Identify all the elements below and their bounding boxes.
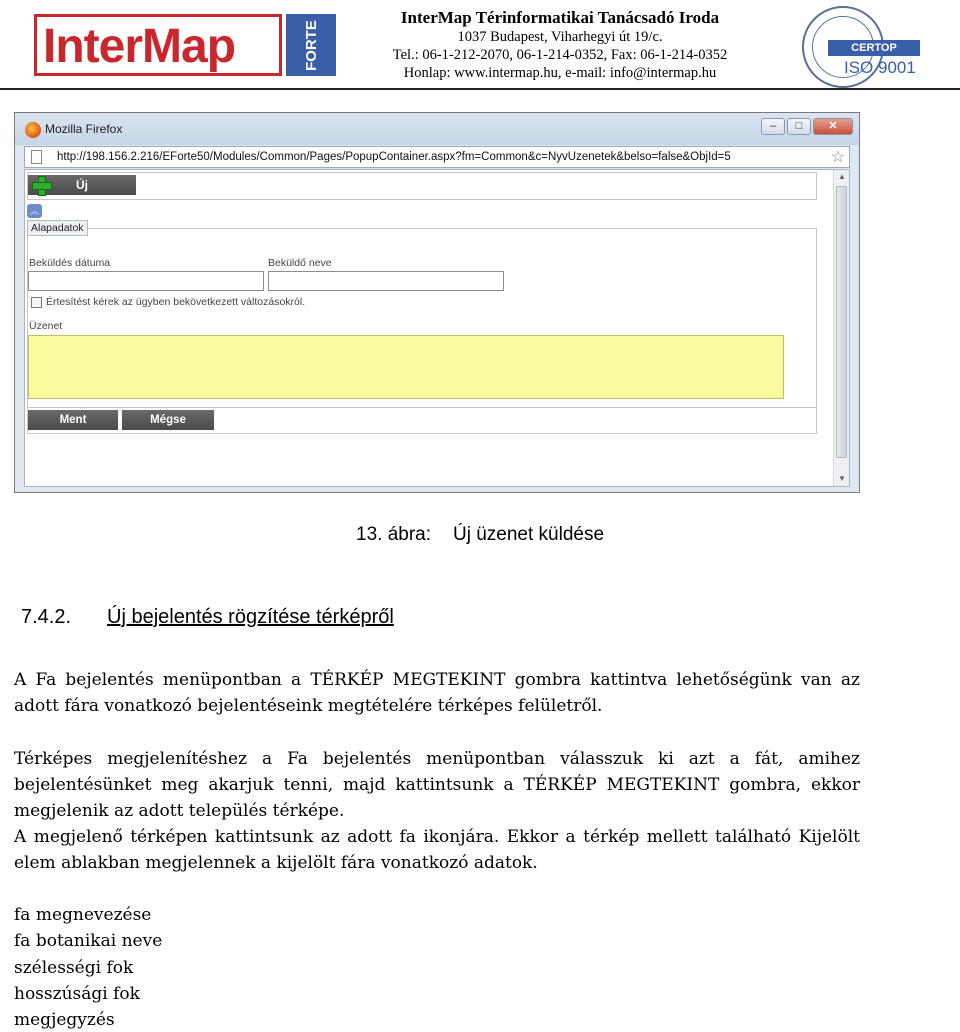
- cert-label: CERTOP: [828, 40, 920, 56]
- intermap-logo: [34, 14, 320, 76]
- send-date-input[interactable]: [28, 271, 264, 291]
- data-fields-list: [14, 902, 162, 1032]
- window-controls: [761, 118, 853, 135]
- form-actions: [27, 404, 817, 434]
- paragraph: A Fa bejelentés menüpontban a TÉRKÉP MEGTEKINT gombra kattintva lehetőségünk van az adott fára vonatkozó bejelentéseink megtételére térképes felületről.: [14, 670, 860, 716]
- logo-box: [34, 14, 282, 76]
- firefox-icon: [25, 122, 41, 138]
- url-text: http://198.156.2.216/EForte50/Modules/Common/Pages/PopupContainer.aspx?fm=Common&c=NyvUzenetek&belso=false&ObjId=5: [57, 151, 731, 163]
- form-panel: [27, 228, 817, 408]
- scroll-down-icon[interactable]: ▼: [838, 474, 846, 483]
- list-item: megjegyzés: [14, 1010, 115, 1031]
- section-title: Új bejelentés rögzítése térképről: [107, 606, 394, 628]
- cancel-button[interactable]: Mégse: [122, 410, 214, 430]
- cert-iso: ISO 9001: [844, 58, 916, 77]
- header-divider: [0, 88, 960, 90]
- paragraph: A megjelenő térképen kattintsunk az adott fa ikonjára. Ekkor a térkép mellett található Kijelölt elem ablakban megjelennek a kijelölt fára vonatkozó adatok.: [14, 827, 860, 873]
- new-button[interactable]: [28, 175, 136, 195]
- scroll-thumb[interactable]: [836, 186, 847, 458]
- notify-checkbox[interactable]: [31, 297, 42, 308]
- bookmark-star-icon[interactable]: ☆: [830, 149, 845, 166]
- caption-label: 13. ábra:: [356, 524, 431, 545]
- scroll-up-icon[interactable]: ▲: [838, 172, 846, 181]
- collapse-icon[interactable]: ︽: [27, 204, 42, 218]
- address-bar[interactable]: [24, 146, 850, 168]
- list-item: fa megnevezése: [14, 905, 152, 925]
- logo-forte-band: [286, 14, 336, 76]
- company-web: Honlap: www.intermap.hu, e-mail: info@intermap.hu: [403, 65, 717, 81]
- list-item: fa botanikai neve: [14, 931, 163, 952]
- figure-caption: [356, 524, 604, 546]
- message-textarea[interactable]: [28, 335, 784, 399]
- new-button-label: Új: [76, 178, 88, 192]
- send-date-label: Beküldés dátuma: [29, 257, 111, 269]
- company-name: InterMap Térinformatikai Tanácsadó Iroda: [400, 8, 720, 27]
- sender-name-label: Beküldő neve: [268, 257, 332, 269]
- list-item: szélességi fok: [14, 957, 134, 978]
- paragraph: Térképes megjelenítéshez a Fa bejelentés menüpontban válasszuk ki azt a fát, amihez bejelentésünket meg akarjuk tenni, majd kattintsunk a TÉRKÉP MEGTEKINT gombra, ekkor megjelenik az adott település térképe.: [14, 749, 860, 821]
- vertical-scrollbar[interactable]: [833, 170, 849, 486]
- maximize-icon[interactable]: □: [787, 118, 811, 135]
- close-icon[interactable]: ✕: [813, 118, 853, 135]
- window-title: Mozilla Firefox: [45, 122, 123, 136]
- save-button[interactable]: Ment: [28, 410, 118, 430]
- logo-text: InterMap: [43, 20, 236, 73]
- browser-screenshot: [14, 112, 860, 493]
- notify-checkbox-label: Értesítést kérek az ügyben bekövetkezett változásokról.: [46, 296, 306, 308]
- minimize-icon[interactable]: –: [761, 118, 785, 135]
- iso-certificate-seal: [800, 4, 924, 88]
- message-label: Üzenet: [29, 320, 63, 332]
- window-titlebar: [15, 113, 859, 145]
- sender-name-input[interactable]: [268, 271, 504, 291]
- form-toolbar: [27, 172, 817, 200]
- page-viewport: [24, 169, 850, 487]
- section-heading: [21, 606, 394, 629]
- section-number: 7.4.2.: [21, 606, 72, 628]
- logo-forte-text: FORTE: [302, 19, 320, 71]
- company-phone: Tel.: 06-1-212-2070, 06-1-214-0352, Fax: 06-1-214-0352: [392, 47, 728, 63]
- company-info: [330, 8, 790, 82]
- plus-icon: [32, 176, 50, 194]
- page-icon: [31, 150, 42, 164]
- company-address: 1037 Budapest, Viharhegyi út 19/c.: [457, 29, 663, 45]
- caption-text: Új üzenet küldése: [453, 524, 605, 545]
- list-item: hosszúsági fok: [14, 983, 140, 1004]
- tab-basic-data[interactable]: Alapadatok: [27, 220, 88, 236]
